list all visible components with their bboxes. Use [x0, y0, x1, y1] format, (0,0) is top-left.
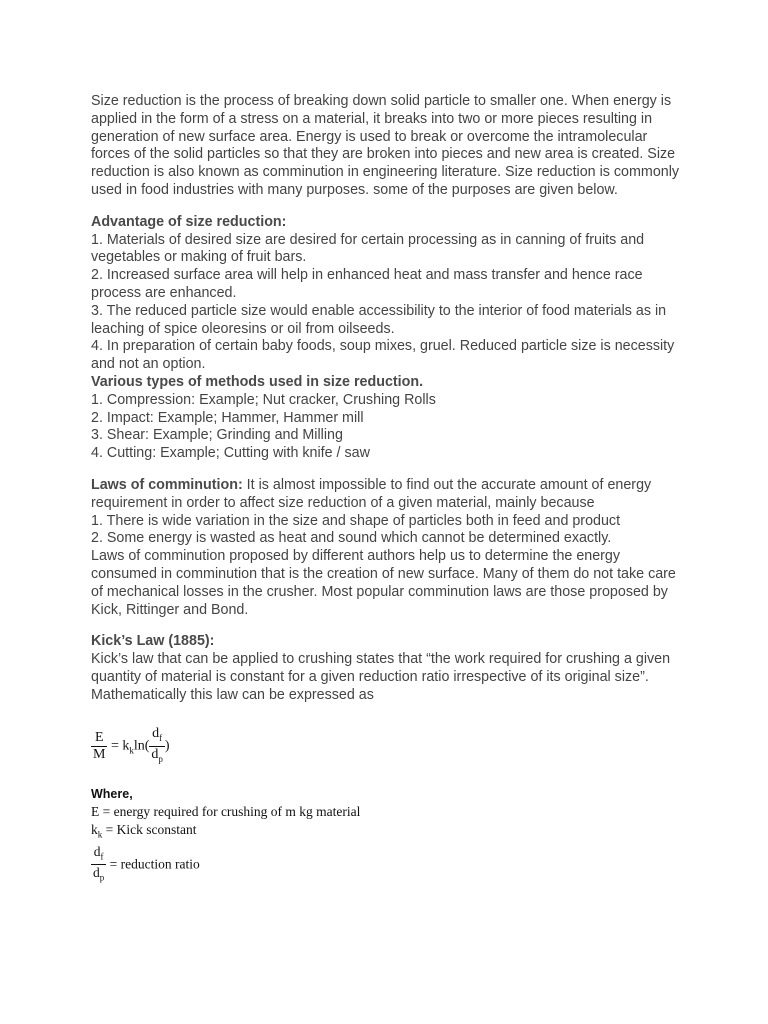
- where-title: Where,: [91, 787, 133, 801]
- laws-heading: Laws of comminution:: [91, 476, 243, 493]
- formula-lhs-den: M: [93, 746, 106, 762]
- advantage-item: 2. Increased surface area will help in enhanced heat and mass transfer and hence race process are enhanced.: [91, 267, 643, 301]
- ratio-den: $d_p$: [93, 865, 105, 884]
- formula-rhs-den: $d_p$: [151, 746, 163, 764]
- advantage-item: 3. The reduced particle size would enable accessibility to the interior of food materials as in leaching of spice oleoresins or oil from oilseeds.: [91, 302, 667, 337]
- kick-heading: [91, 633, 681, 651]
- method-item: 3. Shear: Example; Grinding and Milling: [91, 427, 343, 444]
- formula-rhs-num: $d_f$: [149, 726, 165, 747]
- ratio-fraction: [91, 844, 106, 886]
- laws-item: 1. There is wide variation in the size and shape of particles both in feed and product: [91, 512, 621, 529]
- advantages-heading-text: Advantage of size reduction:: [91, 213, 287, 230]
- formula-lhs-fraction: [91, 730, 107, 763]
- ratio-num: $d_f$: [91, 844, 106, 866]
- where-block: [91, 787, 360, 886]
- document-body: [91, 93, 681, 705]
- laws-item: 2. Some energy is wasted as heat and sound which cannot be determined exactly.: [91, 530, 612, 547]
- where-ratio-line: $\frac{d_f}{d_p}$ = reduction ratio: [91, 844, 360, 886]
- laws-paragraph: [91, 477, 681, 513]
- advantage-item: 4. In preparation of certain baby foods, soup mixes, gruel. Reduced particle size is necessity and not an option.: [91, 338, 675, 373]
- laws-lead: It is almost impossible to find out the accurate amount of energy requirement in order to affect size reduction of a given material, mainly because: [91, 476, 652, 511]
- advantage-item: 1. Materials of desired size are desired for certain processing as in canning of fruits and vegetables or making of fruit bars.: [91, 231, 645, 266]
- method-item: 1. Compression: Example; Nut cracker, Crushing Rolls: [91, 391, 436, 408]
- laws-tail: Laws of comminution proposed by different authors help us to determine the energy consumed in comminution that is the creation of new surface. Many of them do not take care of mechanical losses in the crusher. Most popular comminution laws are those proposed by Kick, Rittinger and Bond.: [91, 548, 676, 618]
- where-e-line: E = energy required for crushing of m kg material: [91, 804, 361, 819]
- formula-k: k: [122, 738, 130, 754]
- formula-rhs-fraction: [149, 726, 165, 767]
- formula-equals: =: [107, 738, 123, 754]
- kick-body: Kick’s law that can be applied to crushing states that “the work required for crushing a given quantity of material is constant for a given reduction ratio irrespective of its original size”. Mathematically this law can be expressed as: [91, 651, 671, 703]
- method-item: 2. Impact: Example; Hammer, Hammer mill: [91, 409, 364, 426]
- methods-heading: [91, 374, 681, 392]
- formula-close: ): [164, 738, 170, 754]
- formula-lhs-num: E: [91, 730, 107, 747]
- method-item: 4. Cutting: Example; Cutting with knife / saw: [91, 445, 370, 462]
- where-k-line: $k_k$ = Kick sconstant: [91, 822, 197, 840]
- kick-heading-text: Kick’s Law (1885):: [91, 633, 215, 650]
- kick-formula: [91, 726, 170, 767]
- intro-paragraph: Size reduction is the process of breaking down solid particle to smaller one. When energy is applied in the form of a stress on a material, it breaks into two or more pieces resulting in generation of new surface area. Energy is used to break or overcome the intramolecular forces of the solid particles so that they are broken into pieces and new area is created. Size reduction is also known as comminution in engineering literature. Size reduction is commonly used in food industries with many purposes. some of the purposes are given below.: [91, 93, 680, 198]
- formula-k-sub: k: [129, 745, 134, 756]
- methods-heading-text: Various types of methods used in size reduction.: [91, 373, 424, 390]
- formula-ln: ln(: [133, 738, 150, 754]
- advantages-heading: [91, 214, 681, 232]
